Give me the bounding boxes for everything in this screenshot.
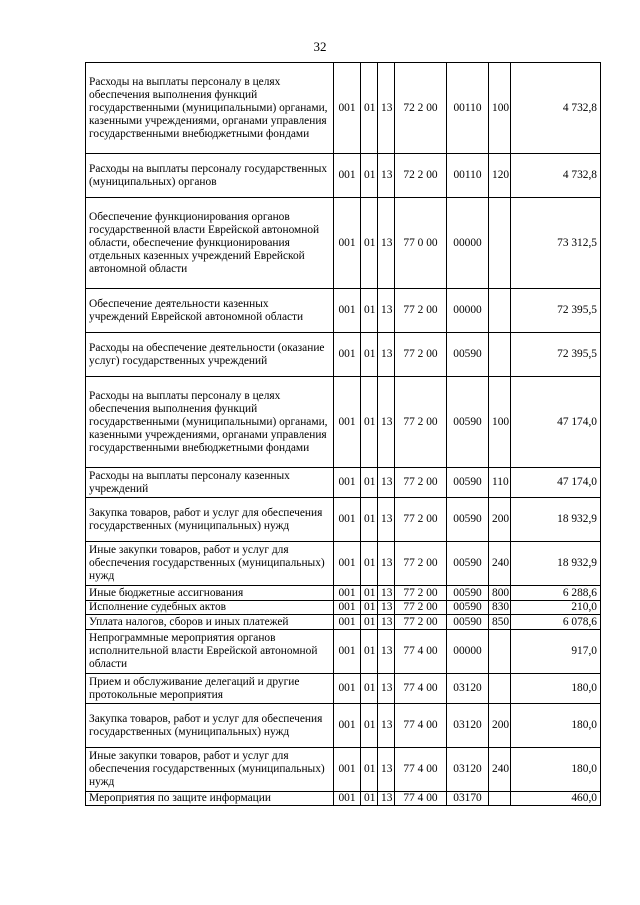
direction-code-cell: 00590	[447, 615, 489, 630]
amount-cell: 47 174,0	[511, 377, 601, 468]
admin-code-cell: 001	[334, 468, 361, 498]
expense-type-cell: 200	[489, 704, 511, 748]
direction-code-cell: 00590	[447, 333, 489, 377]
program-code-cell: 72 2 00	[395, 154, 447, 198]
row-name-cell: Обеспечение функционирования органов государственной власти Еврейской автономной области, обеспечение функционирования отдельных казенных учреждений Еврейской автономной области	[86, 198, 334, 289]
direction-code-cell: 03120	[447, 674, 489, 704]
amount-cell: 180,0	[511, 748, 601, 792]
admin-code-cell: 001	[334, 498, 361, 542]
section-code-cell: 01	[361, 468, 378, 498]
section-code-cell: 01	[361, 154, 378, 198]
admin-code-cell: 001	[334, 792, 361, 806]
section-code-cell: 01	[361, 601, 378, 615]
expense-type-cell: 830	[489, 601, 511, 615]
section-code-cell: 01	[361, 748, 378, 792]
row-name-cell: Расходы на выплаты персоналу казенных учреждений	[86, 468, 334, 498]
direction-code-cell: 03170	[447, 792, 489, 806]
program-code-cell: 77 4 00	[395, 748, 447, 792]
amount-cell: 72 395,5	[511, 289, 601, 333]
table-row	[86, 198, 601, 289]
direction-code-cell: 00590	[447, 586, 489, 601]
admin-code-cell: 001	[334, 377, 361, 468]
expense-type-cell	[489, 333, 511, 377]
amount-cell: 6 078,6	[511, 615, 601, 630]
amount-cell: 18 932,9	[511, 542, 601, 586]
program-code-cell: 77 4 00	[395, 792, 447, 806]
program-code-cell: 77 0 00	[395, 198, 447, 289]
program-code-cell: 77 2 00	[395, 468, 447, 498]
row-name-cell: Расходы на выплаты персоналу государственных (муниципальных) органов	[86, 154, 334, 198]
row-name-cell: Уплата налогов, сборов и иных платежей	[86, 615, 334, 630]
expense-type-cell: 100	[489, 63, 511, 154]
admin-code-cell: 001	[334, 333, 361, 377]
direction-code-cell: 00590	[447, 542, 489, 586]
direction-code-cell: 00110	[447, 154, 489, 198]
table-row	[86, 289, 601, 333]
amount-cell: 917,0	[511, 630, 601, 674]
subsection-code-cell: 13	[378, 748, 395, 792]
row-name-cell: Обеспечение деятельности казенных учреждений Еврейской автономной области	[86, 289, 334, 333]
expense-type-cell: 110	[489, 468, 511, 498]
subsection-code-cell: 13	[378, 333, 395, 377]
subsection-code-cell: 13	[378, 289, 395, 333]
subsection-code-cell: 13	[378, 468, 395, 498]
program-code-cell: 77 2 00	[395, 498, 447, 542]
table-row	[86, 630, 601, 674]
admin-code-cell: 001	[334, 748, 361, 792]
direction-code-cell: 00000	[447, 198, 489, 289]
table-row	[86, 468, 601, 498]
table-row	[86, 704, 601, 748]
expense-type-cell: 120	[489, 154, 511, 198]
direction-code-cell: 00590	[447, 498, 489, 542]
amount-cell: 47 174,0	[511, 468, 601, 498]
program-code-cell: 77 2 00	[395, 586, 447, 601]
section-code-cell: 01	[361, 63, 378, 154]
section-code-cell: 01	[361, 586, 378, 601]
table-row	[86, 377, 601, 468]
program-code-cell: 77 2 00	[395, 377, 447, 468]
program-code-cell: 77 2 00	[395, 615, 447, 630]
direction-code-cell: 00590	[447, 601, 489, 615]
table-row	[86, 601, 601, 615]
amount-cell: 4 732,8	[511, 154, 601, 198]
amount-cell: 6 288,6	[511, 586, 601, 601]
expense-type-cell: 800	[489, 586, 511, 601]
table-row	[86, 154, 601, 198]
expense-type-cell	[489, 792, 511, 806]
direction-code-cell: 00590	[447, 468, 489, 498]
expense-type-cell: 100	[489, 377, 511, 468]
program-code-cell: 72 2 00	[395, 63, 447, 154]
direction-code-cell: 00000	[447, 289, 489, 333]
table-row	[86, 792, 601, 806]
section-code-cell: 01	[361, 630, 378, 674]
row-name-cell: Иные закупки товаров, работ и услуг для обеспечения государственных (муниципальных) нужд	[86, 542, 334, 586]
subsection-code-cell: 13	[378, 674, 395, 704]
section-code-cell: 01	[361, 704, 378, 748]
row-name-cell: Расходы на обеспечение деятельности (оказание услуг) государственных учреждений	[86, 333, 334, 377]
subsection-code-cell: 13	[378, 704, 395, 748]
table-row	[86, 615, 601, 630]
direction-code-cell: 03120	[447, 704, 489, 748]
row-name-cell: Закупка товаров, работ и услуг для обеспечения государственных (муниципальных) нужд	[86, 498, 334, 542]
section-code-cell: 01	[361, 674, 378, 704]
budget-table	[85, 62, 601, 806]
subsection-code-cell: 13	[378, 586, 395, 601]
subsection-code-cell: 13	[378, 498, 395, 542]
row-name-cell: Закупка товаров, работ и услуг для обеспечения государственных (муниципальных) нужд	[86, 704, 334, 748]
amount-cell: 72 395,5	[511, 333, 601, 377]
table-row	[86, 586, 601, 601]
expense-type-cell: 850	[489, 615, 511, 630]
amount-cell: 4 732,8	[511, 63, 601, 154]
subsection-code-cell: 13	[378, 615, 395, 630]
section-code-cell: 01	[361, 542, 378, 586]
page-number: 32	[313, 39, 327, 54]
amount-cell: 18 932,9	[511, 498, 601, 542]
expense-type-cell	[489, 674, 511, 704]
program-code-cell: 77 4 00	[395, 704, 447, 748]
row-name-cell: Прием и обслуживание делегаций и другие протокольные мероприятия	[86, 674, 334, 704]
subsection-code-cell: 13	[378, 542, 395, 586]
expense-type-cell	[489, 630, 511, 674]
admin-code-cell: 001	[334, 630, 361, 674]
expense-type-cell: 240	[489, 542, 511, 586]
admin-code-cell: 001	[334, 615, 361, 630]
subsection-code-cell: 13	[378, 601, 395, 615]
program-code-cell: 77 2 00	[395, 333, 447, 377]
admin-code-cell: 001	[334, 586, 361, 601]
direction-code-cell: 00110	[447, 63, 489, 154]
section-code-cell: 01	[361, 792, 378, 806]
row-name-cell: Иные закупки товаров, работ и услуг для обеспечения государственных (муниципальных) нужд	[86, 748, 334, 792]
admin-code-cell: 001	[334, 542, 361, 586]
section-code-cell: 01	[361, 198, 378, 289]
admin-code-cell: 001	[334, 198, 361, 289]
section-code-cell: 01	[361, 615, 378, 630]
row-name-cell: Иные бюджетные ассигнования	[86, 586, 334, 601]
admin-code-cell: 001	[334, 674, 361, 704]
subsection-code-cell: 13	[378, 63, 395, 154]
table-row	[86, 333, 601, 377]
expense-type-cell: 200	[489, 498, 511, 542]
table-row	[86, 63, 601, 154]
expense-type-cell	[489, 198, 511, 289]
subsection-code-cell: 13	[378, 377, 395, 468]
section-code-cell: 01	[361, 333, 378, 377]
program-code-cell: 77 2 00	[395, 289, 447, 333]
program-code-cell: 77 4 00	[395, 674, 447, 704]
subsection-code-cell: 13	[378, 154, 395, 198]
row-name-cell: Исполнение судебных актов	[86, 601, 334, 615]
table-row	[86, 674, 601, 704]
subsection-code-cell: 13	[378, 198, 395, 289]
row-name-cell: Мероприятия по защите информации	[86, 792, 334, 806]
expense-type-cell: 240	[489, 748, 511, 792]
subsection-code-cell: 13	[378, 792, 395, 806]
section-code-cell: 01	[361, 377, 378, 468]
admin-code-cell: 001	[334, 289, 361, 333]
program-code-cell: 77 2 00	[395, 601, 447, 615]
expense-type-cell	[489, 289, 511, 333]
subsection-code-cell: 13	[378, 630, 395, 674]
direction-code-cell: 00590	[447, 377, 489, 468]
direction-code-cell: 00000	[447, 630, 489, 674]
admin-code-cell: 001	[334, 704, 361, 748]
admin-code-cell: 001	[334, 154, 361, 198]
amount-cell: 180,0	[511, 704, 601, 748]
row-name-cell: Расходы на выплаты персоналу в целях обеспечения выполнения функций государственными (муниципальными) органами, казенными учреждениями, органами управления государственными внебюджетными фондами	[86, 63, 334, 154]
admin-code-cell: 001	[334, 63, 361, 154]
table-row	[86, 498, 601, 542]
amount-cell: 180,0	[511, 674, 601, 704]
table-row	[86, 542, 601, 586]
table-row	[86, 748, 601, 792]
admin-code-cell: 001	[334, 601, 361, 615]
amount-cell: 460,0	[511, 792, 601, 806]
row-name-cell: Расходы на выплаты персоналу в целях обеспечения выполнения функций государственными (муниципальными) органами, казенными учреждениями, органами управления государственными внебюджетными фондами	[86, 377, 334, 468]
direction-code-cell: 03120	[447, 748, 489, 792]
program-code-cell: 77 2 00	[395, 542, 447, 586]
amount-cell: 210,0	[511, 601, 601, 615]
section-code-cell: 01	[361, 498, 378, 542]
row-name-cell: Непрограммные мероприятия органов исполнительной власти Еврейской автономной области	[86, 630, 334, 674]
amount-cell: 73 312,5	[511, 198, 601, 289]
section-code-cell: 01	[361, 289, 378, 333]
program-code-cell: 77 4 00	[395, 630, 447, 674]
